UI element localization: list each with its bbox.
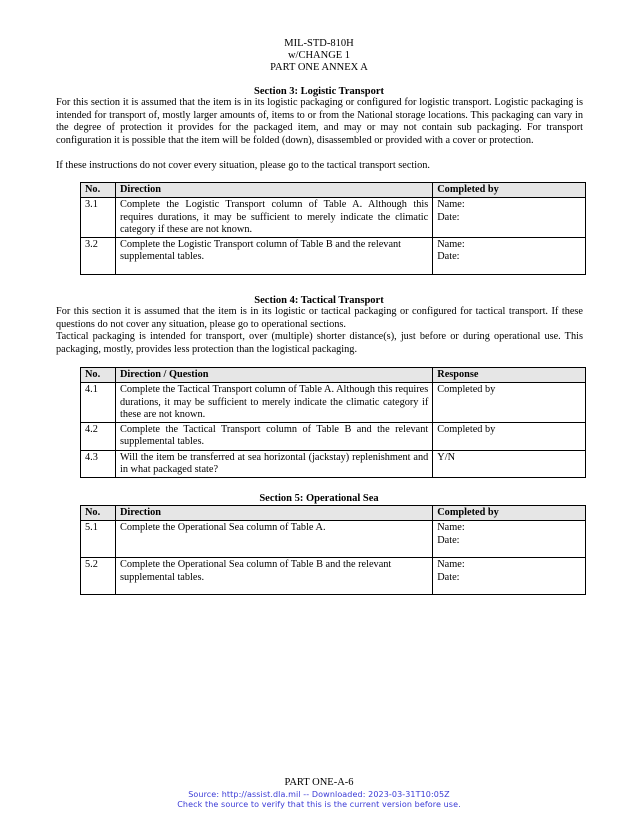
name-label: Name: (437, 199, 465, 211)
verify-line: Check the source to verify that this is the current version before use. (177, 800, 461, 809)
row-number: 3.2 (81, 238, 116, 275)
section3-table (80, 182, 586, 275)
row-direction: Complete the Tactical Transport column of Table B and the relevant supplemental tables. (115, 423, 432, 451)
date-label: Date: (437, 251, 460, 263)
table-row (81, 450, 586, 478)
name-label: Name: (437, 559, 465, 571)
row-number: 4.3 (81, 450, 116, 478)
table-row (81, 198, 586, 238)
column-header-completed-by: Completed by (433, 506, 586, 521)
row-number: 4.2 (81, 423, 116, 451)
doc-part: PART ONE ANNEX A (270, 62, 368, 73)
table-row (81, 558, 586, 595)
section3-title: Section 3: Logistic Transport (254, 86, 384, 97)
row-number: 4.1 (81, 383, 116, 423)
table-row (81, 238, 586, 275)
section5-title: Section 5: Operational Sea (259, 493, 379, 504)
row-completed-by (433, 521, 586, 558)
row-response: Completed by (433, 423, 586, 451)
column-header-direction: Direction / Question (115, 368, 432, 383)
date-label: Date: (437, 571, 460, 583)
row-completed-by (433, 238, 586, 275)
column-header-no: No. (81, 506, 116, 521)
section4-paragraph-1: For this section it is assumed that the item is in its logistic or tactical packaging or configured for tactical transport. If these questions do not cover any situation, please go to operational sections. (56, 306, 583, 330)
column-header-response: Response (433, 368, 586, 383)
column-header-direction: Direction (115, 183, 432, 198)
name-label: Name: (437, 522, 465, 534)
doc-change: w/CHANGE 1 (287, 50, 351, 61)
date-label: Date: (437, 534, 460, 546)
section3-note: If these instructions do not cover every situation, please go to the tactical transport section. (56, 160, 431, 171)
column-header-completed-by: Completed by (433, 183, 586, 198)
table-row (81, 521, 586, 558)
table-header-row (81, 368, 586, 383)
column-header-direction: Direction (115, 506, 432, 521)
page-number: PART ONE-A-6 (284, 777, 354, 788)
row-response: Completed by (433, 383, 586, 423)
row-direction: Complete the Tactical Transport column of Table A. Although this requires durations, it may be sufficient to merely indicate the climatic category if these are not known. (115, 383, 432, 423)
row-number: 5.1 (81, 521, 116, 558)
row-response: Y/N (433, 450, 586, 478)
row-number: 5.2 (81, 558, 116, 595)
row-completed-by (433, 558, 586, 595)
section4-table (80, 367, 586, 478)
row-completed-by (433, 198, 586, 238)
row-direction: Complete the Logistic Transport column of Table B and the relevant supplemental tables. (115, 238, 432, 275)
row-direction: Will the item be transferred at sea horizontal (jackstay) replenishment and in what packaged state? (115, 450, 432, 478)
section4-paragraph-2: Tactical packaging is intended for transport, over (multiple) shorter distance(s), just before or during operational use. This packaging, mostly, provides less protection than the logistical packaging. (56, 331, 583, 355)
date-label: Date: (437, 211, 460, 223)
section3-paragraph: For this section it is assumed that the item is in its logistic packaging or configured for logistic transport. Logistic packaging is intended for transport of, mostly larger amounts of, items to or from the National storage locations. This packaging can vary in the degree of protection it provides for the packaged item, and may or may not contain sub packaging. For transport configuration it is possible that the item will be folded (down), disassembled or provided with a cover or protection. (56, 97, 583, 146)
row-number: 3.1 (81, 198, 116, 238)
row-direction: Complete the Operational Sea column of Table B and the relevant supplemental tables. (115, 558, 432, 595)
section4-title: Section 4: Tactical Transport (254, 295, 384, 306)
row-direction: Complete the Operational Sea column of Table A. (115, 521, 432, 558)
row-direction: Complete the Logistic Transport column of Table A. Although this requires durations, it may be sufficient to merely indicate the climatic category if these are not known. (115, 198, 432, 238)
column-header-no: No. (81, 368, 116, 383)
section5-table (80, 505, 586, 595)
table-row (81, 423, 586, 451)
column-header-no: No. (81, 183, 116, 198)
doc-id: MIL-STD-810H (284, 38, 354, 49)
name-label: Name: (437, 239, 465, 251)
table-header-row (81, 183, 586, 198)
table-header-row (81, 506, 586, 521)
table-row (81, 383, 586, 423)
source-line: Source: http://assist.dla.mil -- Downloaded: 2023-03-31T10:05Z (188, 790, 450, 799)
